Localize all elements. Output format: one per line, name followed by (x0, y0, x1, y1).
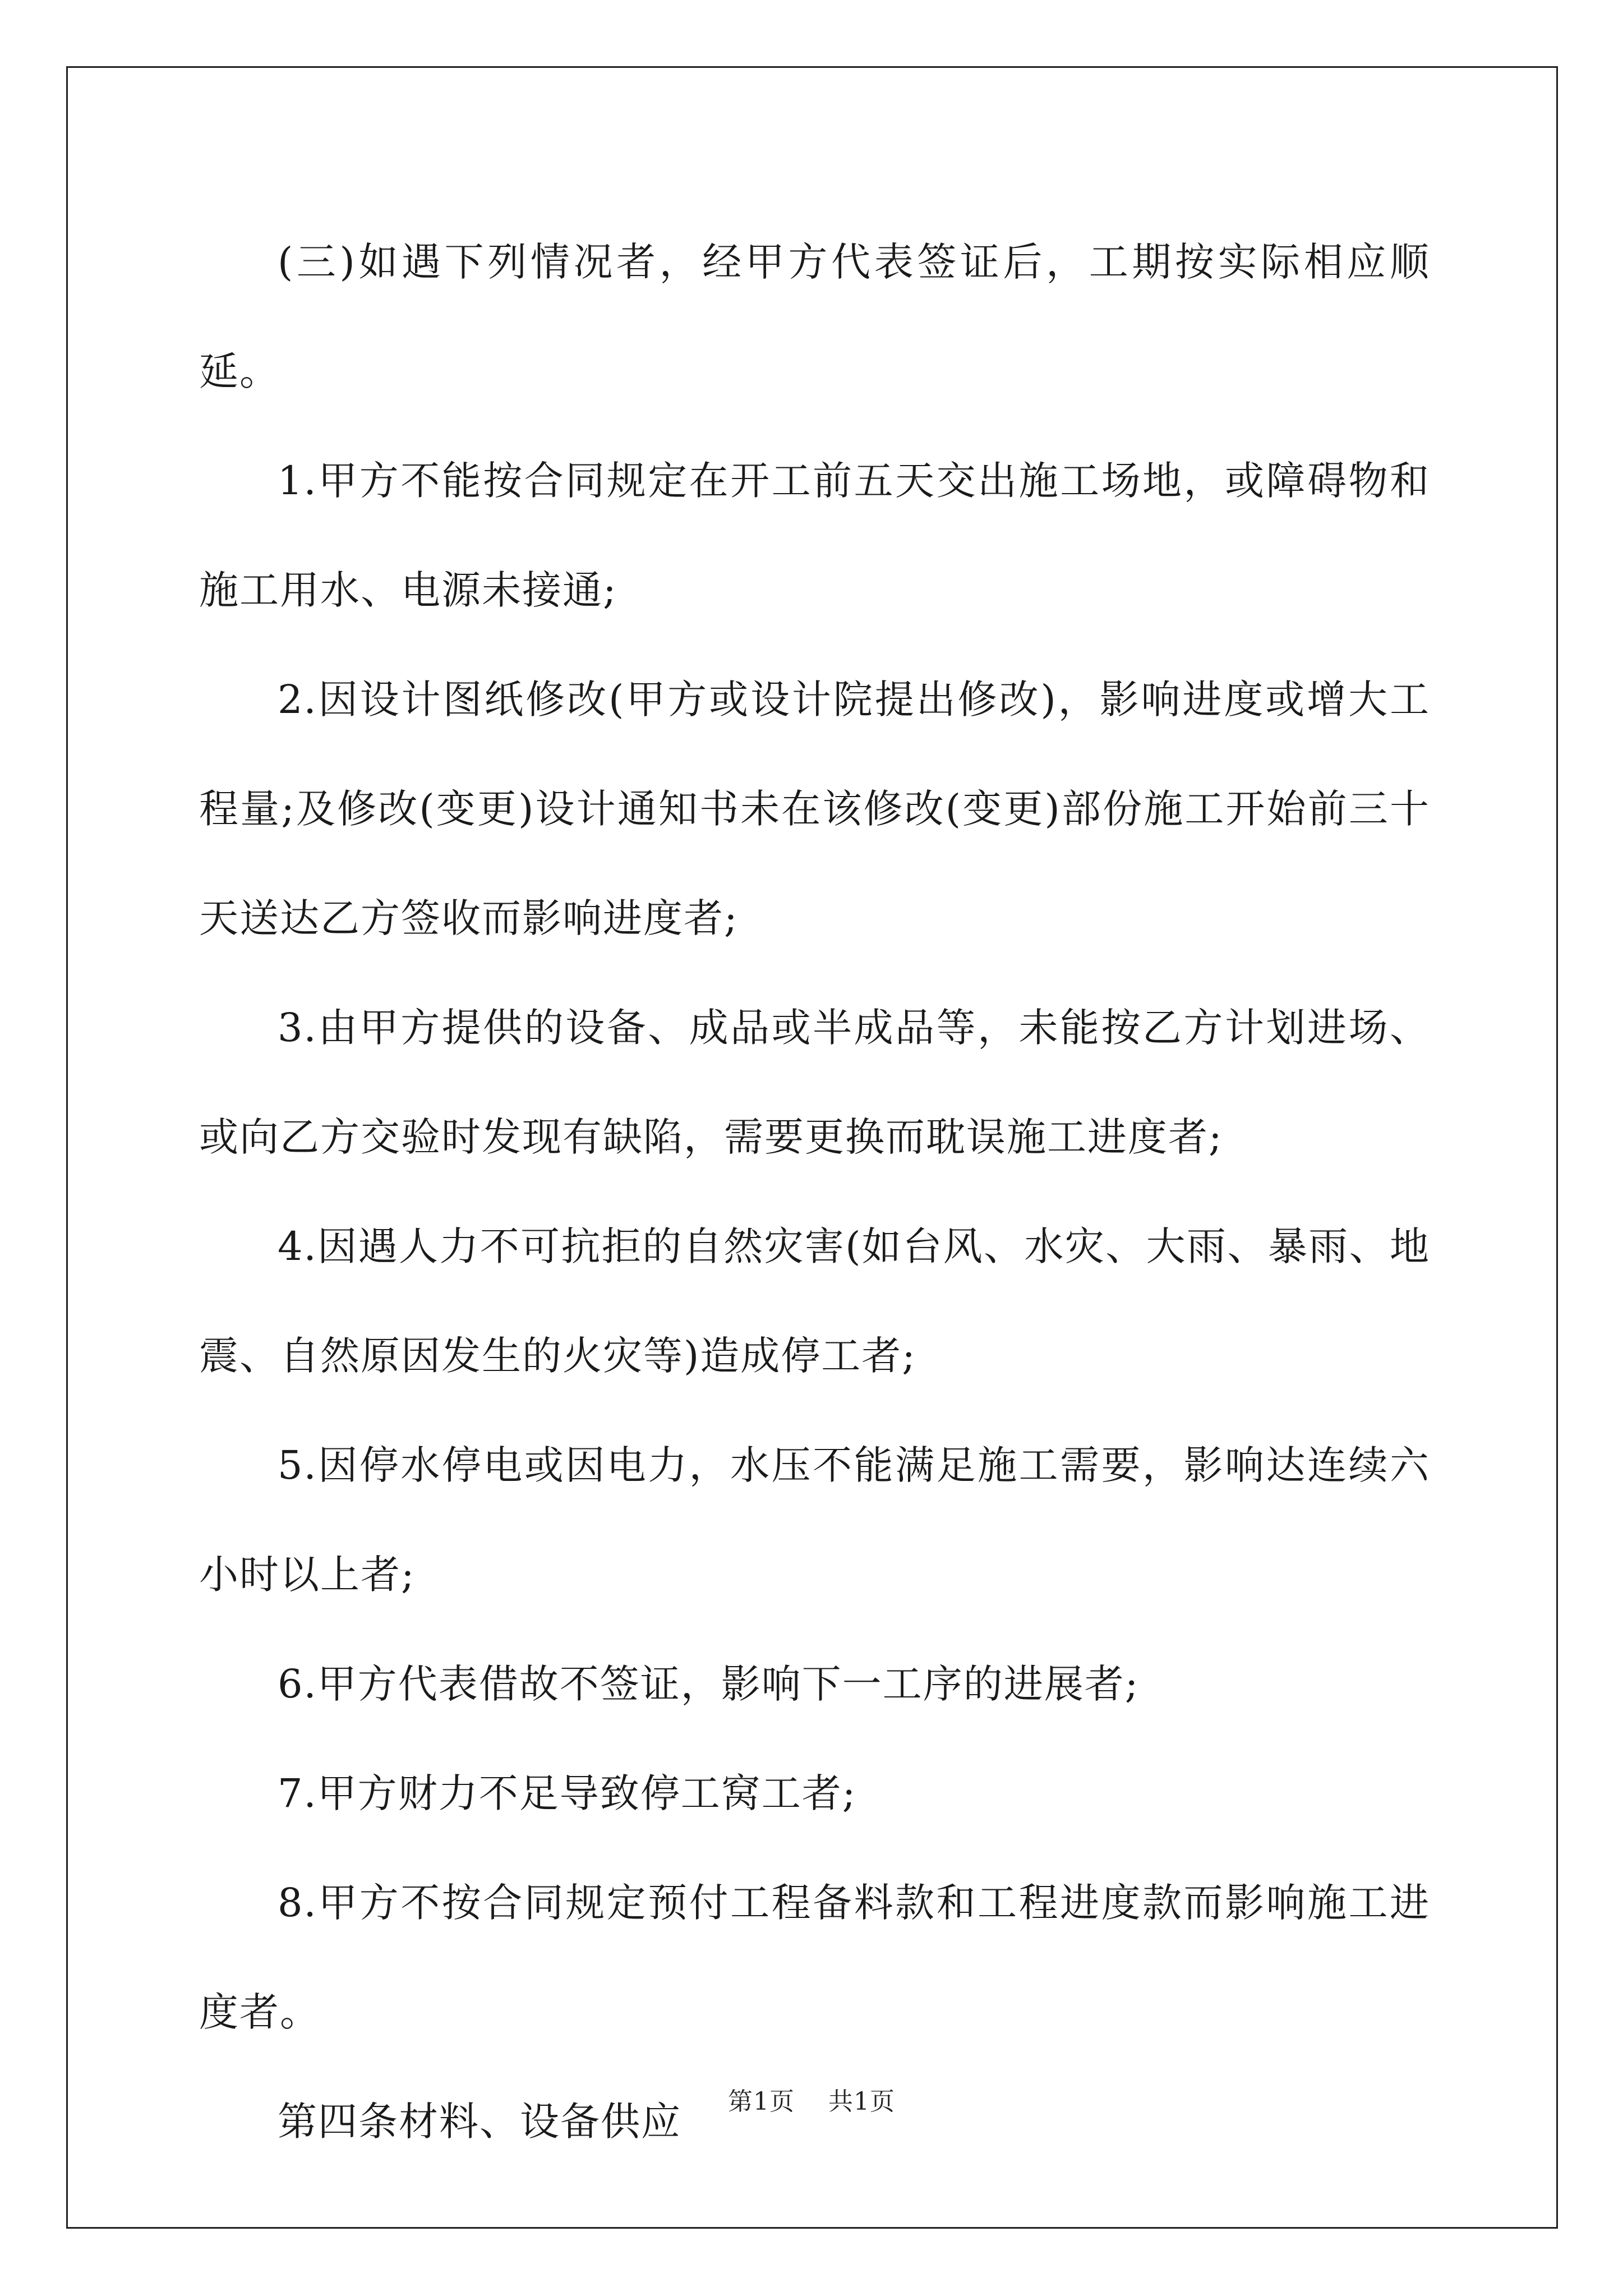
paragraph-item-8: 8.甲方不按合同规定预付工程备料款和工程进度款而影响施工进度者。 (199, 1880, 1430, 2035)
paragraph-item-5: 5.因停水停电或因电力，水压不能满足施工需要，影响达连续六小时以上者; (199, 1442, 1430, 1598)
paragraph-item-3: 3.由甲方提供的设备、成品或半成品等，未能按乙方计划进场、或向乙方交验时发现有缺陷，需要更换而耽误施工进度者; (199, 1005, 1430, 1160)
paragraph-item-6: 6.甲方代表借故不签证，影响下一工序的进展者; (278, 1661, 1140, 1707)
paragraph-item-4: 4.因遇人力不可抗拒的自然灾害(如台风、水灾、大雨、暴雨、地震、自然原因发生的火灾等)造成停工者; (199, 1223, 1430, 1379)
document-body (199, 208, 1430, 2177)
page-number-current: 第1页 (728, 2087, 795, 2116)
paragraph-item-2: 2.因设计图纸修改(甲方或设计院提出修改)，影响进度或增大工程量;及修改(变更)设计通知书未在该修改(变更)部份施工开始前三十天送达乙方签收而影响进度者; (199, 677, 1430, 941)
section-heading-article-4: 第四条材料、设备供应 (278, 2099, 681, 2145)
page-number-total: 共1页 (828, 2087, 895, 2116)
page-footer (0, 2081, 1623, 2117)
paragraph-item-7: 7.甲方财力不足导致停工窝工者; (278, 1770, 857, 1816)
paragraph-item-1: 1.甲方不能按合同规定在开工前五天交出施工场地，或障碍物和施工用水、电源未接通; (199, 458, 1430, 613)
paragraph-delay-conditions: (三)如遇下列情况者，经甲方代表签证后，工期按实际相应顺延。 (199, 239, 1430, 394)
